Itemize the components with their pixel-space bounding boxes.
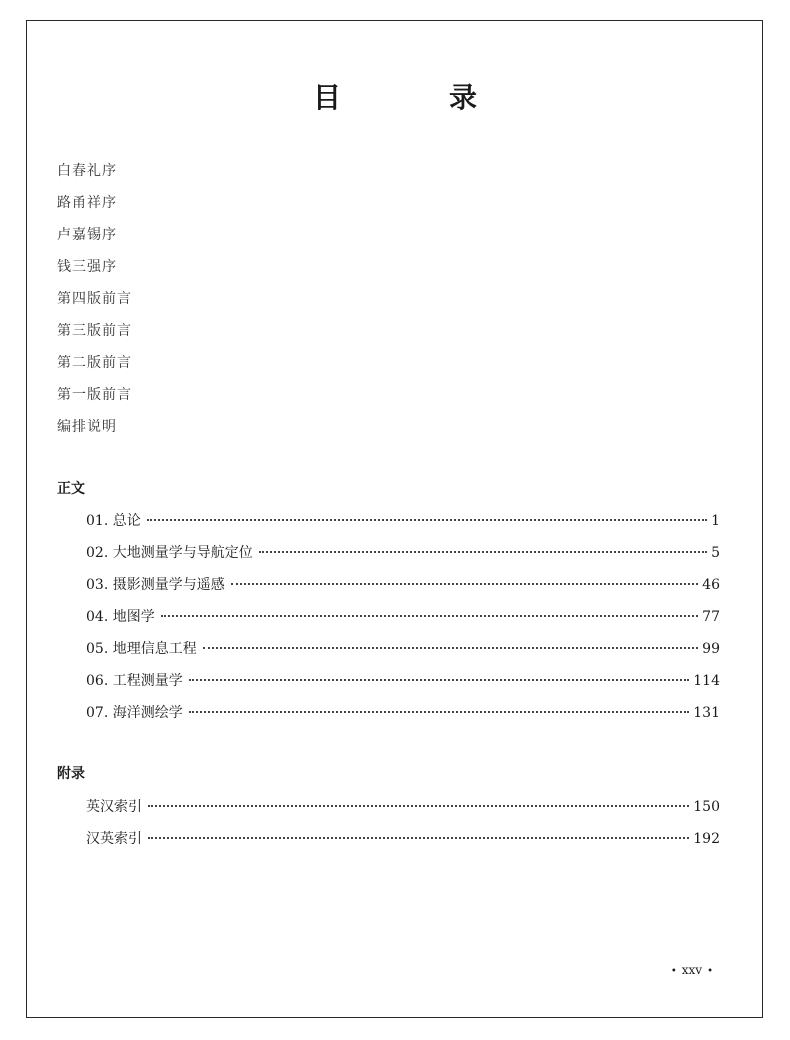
toc-entry-label: 04. 地图学 <box>86 609 155 625</box>
toc-entry-label: 06. 工程测量学 <box>86 673 183 689</box>
toc-entry[interactable] <box>86 601 720 633</box>
front-matter-item[interactable]: 钱三强序 <box>57 259 117 275</box>
page-title: 目 录 <box>312 81 517 114</box>
bullet-icon: • <box>670 966 677 977</box>
toc-entry[interactable] <box>86 633 720 665</box>
front-matter-item[interactable]: 第二版前言 <box>57 355 132 371</box>
dot-leader <box>189 711 690 713</box>
toc-entry[interactable] <box>86 791 720 823</box>
toc-entry-page: 5 <box>711 545 720 561</box>
dot-leader <box>259 551 707 553</box>
toc-entry-label: 03. 摄影测量学与遥感 <box>86 577 225 593</box>
toc-entry[interactable] <box>86 665 720 697</box>
toc-entry-label: 英汉索引 <box>86 799 142 815</box>
main-toc-list <box>86 505 720 729</box>
toc-entry-label: 01. 总论 <box>86 513 141 529</box>
dot-leader <box>203 647 698 649</box>
toc-entry[interactable] <box>86 537 720 569</box>
front-matter-item[interactable]: 第三版前言 <box>57 323 132 339</box>
front-matter-item[interactable]: 卢嘉锡序 <box>57 227 117 243</box>
toc-entry-page: 1 <box>711 513 720 529</box>
front-matter-item[interactable]: 路甬祥序 <box>57 195 117 211</box>
front-matter-item[interactable]: 第一版前言 <box>57 387 132 403</box>
toc-entry-page: 192 <box>693 831 720 847</box>
bullet-icon: • <box>707 966 713 977</box>
toc-entry-page: 114 <box>693 673 720 689</box>
toc-entry-label: 02. 大地测量学与导航定位 <box>86 545 253 561</box>
page-number <box>666 962 718 980</box>
dot-leader <box>189 679 690 681</box>
toc-entry-page: 46 <box>702 577 720 593</box>
appendix-toc-list <box>86 791 720 855</box>
toc-entry-page: 131 <box>693 705 720 721</box>
dot-leader <box>161 615 698 617</box>
page-number-value: xxv <box>681 963 703 977</box>
dot-leader <box>148 837 689 839</box>
toc-entry-label: 汉英索引 <box>86 831 142 847</box>
front-matter-item[interactable]: 白春礼序 <box>57 163 117 179</box>
toc-entry-page: 99 <box>702 641 720 657</box>
toc-entry-page: 150 <box>693 799 720 815</box>
dot-leader <box>231 583 698 585</box>
toc-entry[interactable] <box>86 697 720 729</box>
toc-entry[interactable] <box>86 569 720 601</box>
dot-leader <box>148 805 689 807</box>
main-section-heading: 正文 <box>57 481 85 497</box>
toc-entry-page: 77 <box>702 609 720 625</box>
toc-entry-label: 07. 海洋测绘学 <box>86 705 183 721</box>
toc-entry[interactable] <box>86 505 720 537</box>
toc-entry-label: 05. 地理信息工程 <box>86 641 197 657</box>
dot-leader <box>147 519 707 521</box>
front-matter-item[interactable]: 第四版前言 <box>57 291 132 307</box>
front-matter-list <box>57 155 132 443</box>
appendix-section-heading: 附录 <box>57 766 85 782</box>
toc-entry[interactable] <box>86 823 720 855</box>
front-matter-item[interactable]: 编排说明 <box>57 419 117 435</box>
